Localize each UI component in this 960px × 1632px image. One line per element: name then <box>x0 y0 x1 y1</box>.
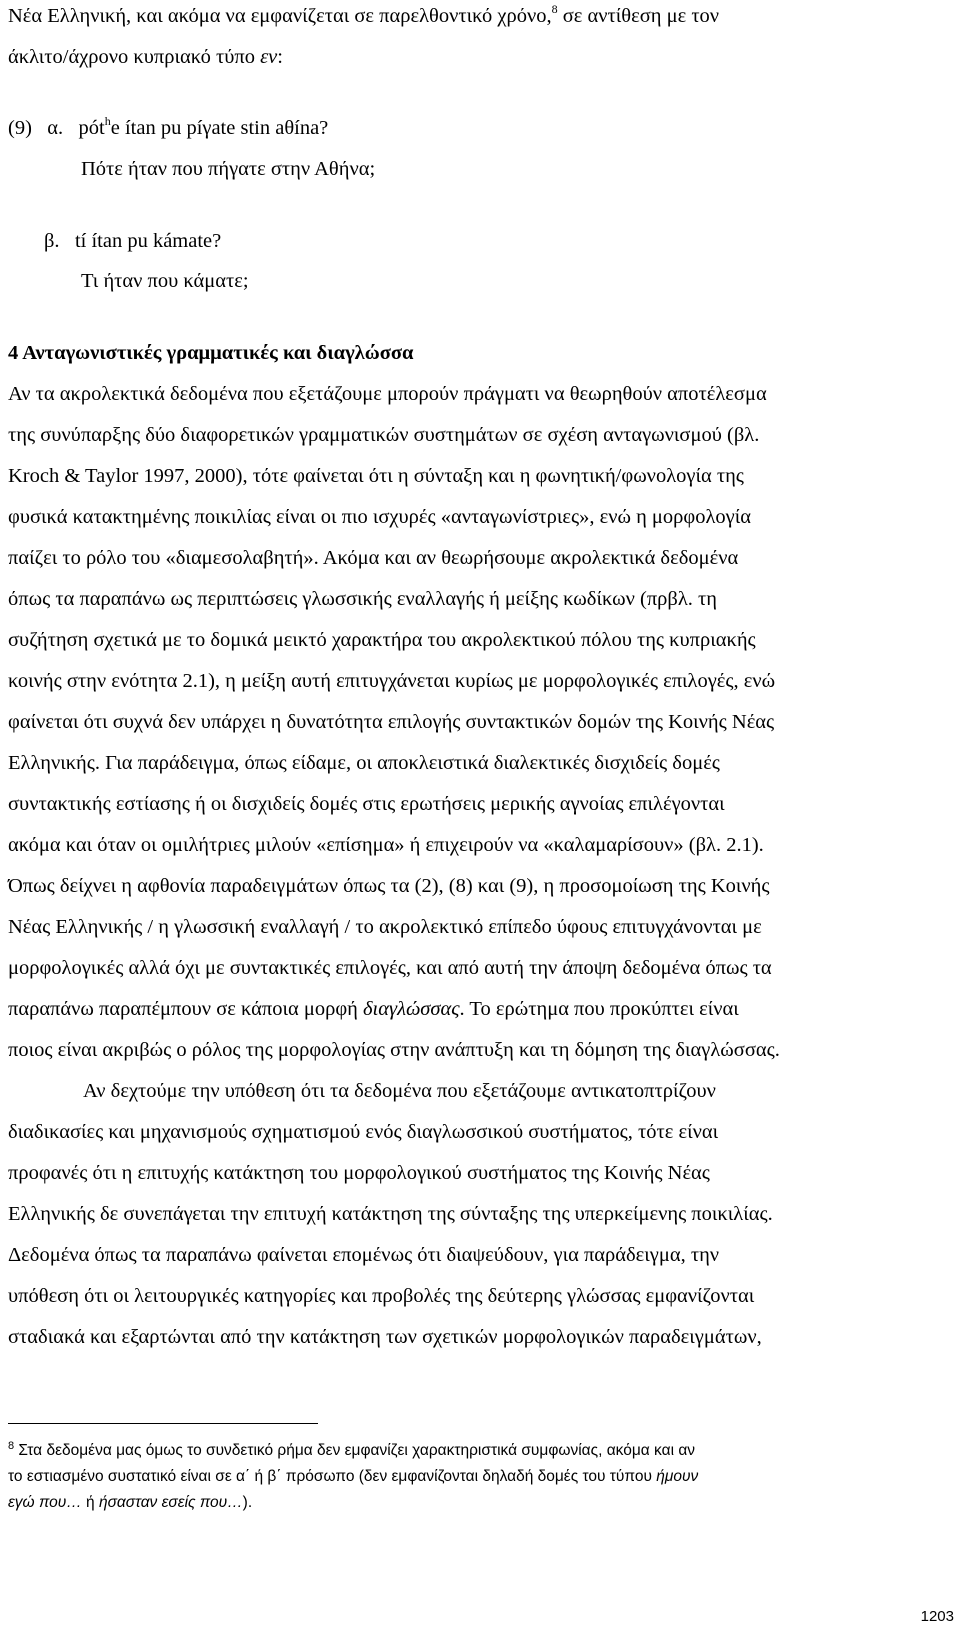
paragraph-line: φυσικά κατακτημένης ποικιλίας είναι οι πιο ισχυρές «ανταγωνίστριες», ενώ η μορφολογία <box>8 506 751 528</box>
paragraph-line: υπόθεση ότι οι λειτουργικές κατηγορίες και προβολές της δεύτερης γλώσσας εμφανίζονται <box>8 1285 755 1307</box>
paragraph-line: προφανές ότι η επιτυχής κατάκτηση του μορφολογικού συστήματος της Κοινής Νέας <box>8 1162 710 1184</box>
footnote-marker[interactable]: 8 <box>551 2 558 16</box>
footnote-number: 8 <box>8 1440 15 1452</box>
paragraph-line: Αν δεχτούμε την υπόθεση ότι τα δεδομένα που εξετάζουμε αντικατοπτρίζουν <box>83 1080 716 1102</box>
paragraph-line: μορφολογικές αλλά όχι με συντακτικές επιλογές, και από αυτή την άποψη δεδομένα όπως τα <box>8 957 772 979</box>
example-9b: β. tí ítan pu kámate? <box>44 230 222 252</box>
paragraph-line: συντακτικής εστίασης ή οι δισχιδείς δομές στις ερωτήσεις μερικής αγνοίας επιλέγονται <box>8 793 725 815</box>
section-heading: 4 Ανταγωνιστικές γραμματικές και διαγλώσσα <box>8 342 414 364</box>
paragraph-line: Ελληνικής δε συνεπάγεται την επιτυχή κατάκτηση της σύνταξης της υπερκείμενης ποικιλίας. <box>8 1203 773 1225</box>
footnote-line: $^8$ Στα δεδομένα μας όμως το συνδετικό ρήμα δεν εμφανίζει χαρακτηριστικά συμφωνίας, ακόμα και αν <box>8 1440 696 1459</box>
paragraph-line: ποιος είναι ακριβώς ο ρόλος της μορφολογίας στην ανάπτυξη και τη δόμηση της διαγλώσσας. <box>8 1039 780 1061</box>
paragraph-line: παραπάνω παραπέμπουν σε κάποια μορφή διαγλώσσας. Το ερώτημα που προκύπτει είναι <box>8 998 739 1020</box>
body-line: άκλιτο/άχρονο κυπριακό τύπο εν: <box>8 46 283 68</box>
footnote-separator <box>8 1423 318 1424</box>
paragraph-line: συζήτηση σχετικά με το δομικά μεικτό χαρακτήρα του ακρολεκτικού πόλου της κυπριακής <box>8 629 756 651</box>
paragraph-line: Δεδομένα όπως τα παραπάνω φαίνεται επομένως ότι διαψεύδουν, για παράδειγμα, την <box>8 1244 720 1266</box>
body-line: Νέα Ελληνική, και ακόμα να εμφανίζεται σε παρελθοντικό χρόνο,$^8$ σε αντίθεση με τον <box>8 2 720 27</box>
example-9b-gloss: Τι ήταν που κάματε; <box>81 270 249 292</box>
footnote-line: το εστιασμένο συστατικό είναι σε α΄ ή β΄ πρόσωπο (δεν εμφανίζονται δηλαδή δομές του τύπου ήμουν <box>8 1468 699 1485</box>
paragraph-line: της συνύπαρξης δύο διαφορετικών γραμματικών συστημάτων σε σχέση ανταγωνισμού (βλ. <box>8 424 760 446</box>
paragraph-line: σταδιακά και εξαρτώνται από την κατάκτηση των σχετικών μορφολογικών παραδειγμάτων, <box>8 1326 762 1348</box>
paragraph-line: Αν τα ακρολεκτικά δεδομένα που εξετάζουμε μπορούν πράγματι να θεωρηθούν αποτέλεσμα <box>8 383 767 405</box>
paragraph-line: κοινής στην ενότητα 2.1), η μείξη αυτή επιτυγχάνεται κυρίως με μορφολογικές επιλογές, ενώ <box>8 670 776 692</box>
paragraph-line: παίζει το ρόλο του «διαμεσολαβητή». Ακόμα και αν θεωρήσουμε ακρολεκτικά δεδομένα <box>8 547 739 569</box>
paragraph-line: φαίνεται ότι συχνά δεν υπάρχει η δυνατότητα επιλογής συντακτικών δομών της Κοινής Νέας <box>8 711 775 733</box>
paragraph-line: όπως τα παραπάνω ως περιπτώσεις γλωσσικής εναλλαγής ή μείξης κωδίκων (πρβλ. τη <box>8 588 717 610</box>
paragraph-line: Kroch & Taylor 1997, 2000), τότε φαίνεται ότι η σύνταξη και η φωνητική/φωνολογία της <box>8 465 744 487</box>
paragraph-line: διαδικασίες και μηχανισμούς σχηματισμού ενός διαγλωσσικού συστήματος, τότε είναι <box>8 1121 719 1143</box>
example-9a: (9) α. pót$^h$e ítan pu píγate stin aθína? <box>8 114 329 139</box>
paragraph-line: Ελληνικής. Για παράδειγμα, όπως είδαμε, οι αποκλειστικά διαλεκτικές δισχιδείς δομές <box>8 752 720 774</box>
paragraph-line: ακόμα και όταν οι ομιλήτριες μιλούν «επίσημα» ή επιχειρούν να «καλαμαρίσουν» (βλ. 2.1). <box>8 834 764 856</box>
paragraph-line: Όπως δείχνει η αφθονία παραδειγμάτων όπως τα (2), (8) και (9), η προσομοίωση της Κοινής <box>8 875 770 897</box>
paragraph-line: Νέας Ελληνικής / η γλωσσική εναλλαγή / το ακρολεκτικό επίπεδο ύφους επιτυγχάνονται με <box>8 916 762 938</box>
example-9a-gloss: Πότε ήταν που πήγατε στην Αθήνα; <box>81 158 376 180</box>
page-number: 1203 <box>920 1608 954 1625</box>
footnote-line: εγώ που… ή ήσασταν εσείς που…). <box>8 1494 253 1511</box>
